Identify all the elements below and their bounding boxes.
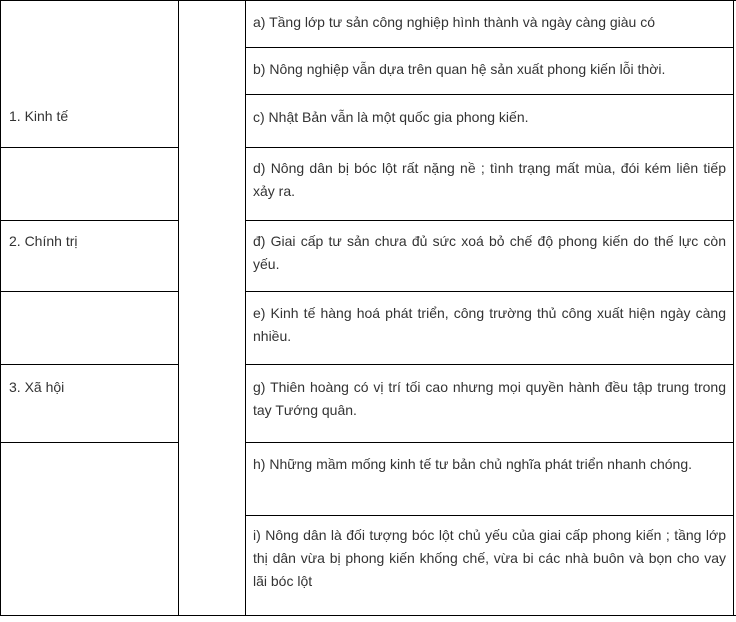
right-row-divider	[245, 94, 734, 95]
category-label-politics: 2. Chính trị	[9, 233, 78, 249]
table-border-right	[733, 0, 734, 616]
statement-c: c) Nhật Bản vẫn là một quốc gia phong kiến.	[253, 109, 529, 125]
left-row-divider	[0, 364, 179, 365]
right-row-divider	[245, 47, 734, 48]
column-divider-1	[178, 0, 179, 616]
statement-b: b) Nông nghiệp vẫn dựa trên quan hệ sản xuất phong kiến lỗi thời.	[253, 61, 666, 77]
statement-e: e) Kinh tế hàng hoá phát triển, công trường thủ công xuất hiện ngày càng nhiều.	[253, 305, 726, 344]
table-border-left	[0, 0, 1, 616]
right-row-divider	[245, 147, 734, 148]
right-row-divider	[245, 442, 734, 443]
statement-dd: đ) Giai cấp tư sản chưa đủ sức xoá bỏ chế độ phong kiến do thế lực còn yếu.	[253, 233, 726, 272]
left-row-divider	[0, 220, 179, 221]
left-row-divider	[0, 147, 179, 148]
statement-d: d) Nông dân bị bóc lột rất nặng nề ; tình trạng mất mùa, đói kém liên tiếp xảy ra.	[253, 160, 726, 199]
right-row-divider	[245, 291, 734, 292]
left-row-divider	[0, 442, 179, 443]
right-row-divider	[245, 515, 734, 516]
category-label-society: 3. Xã hội	[9, 379, 65, 395]
statement-g: g) Thiên hoàng có vị trí tối cao nhưng mọi quyền hành đều tập trung trong tay Tướng quân.	[253, 379, 726, 418]
statement-a: a) Tầng lớp tư sản công nghiệp hình thành và ngày càng giàu có	[253, 14, 656, 30]
right-row-divider	[245, 220, 734, 221]
statement-i: i) Nông dân là đối tượng bóc lột chủ yếu của giai cấp phong kiến ; tầng lớp thị dân vừa bị phong kiến khống chế, vừa bi các nhà buôn và bọn cho vay lãi bóc lột	[253, 527, 726, 589]
statement-h: h) Những mầm mống kinh tế tư bản chủ nghĩa phát triển nhanh chóng.	[253, 456, 693, 472]
column-divider-2	[245, 0, 246, 616]
right-row-divider	[245, 364, 734, 365]
table-border-top	[0, 0, 736, 1]
table-border-bottom	[0, 615, 736, 616]
category-label-economy: 1. Kinh tế	[9, 108, 69, 124]
left-row-divider	[0, 291, 179, 292]
